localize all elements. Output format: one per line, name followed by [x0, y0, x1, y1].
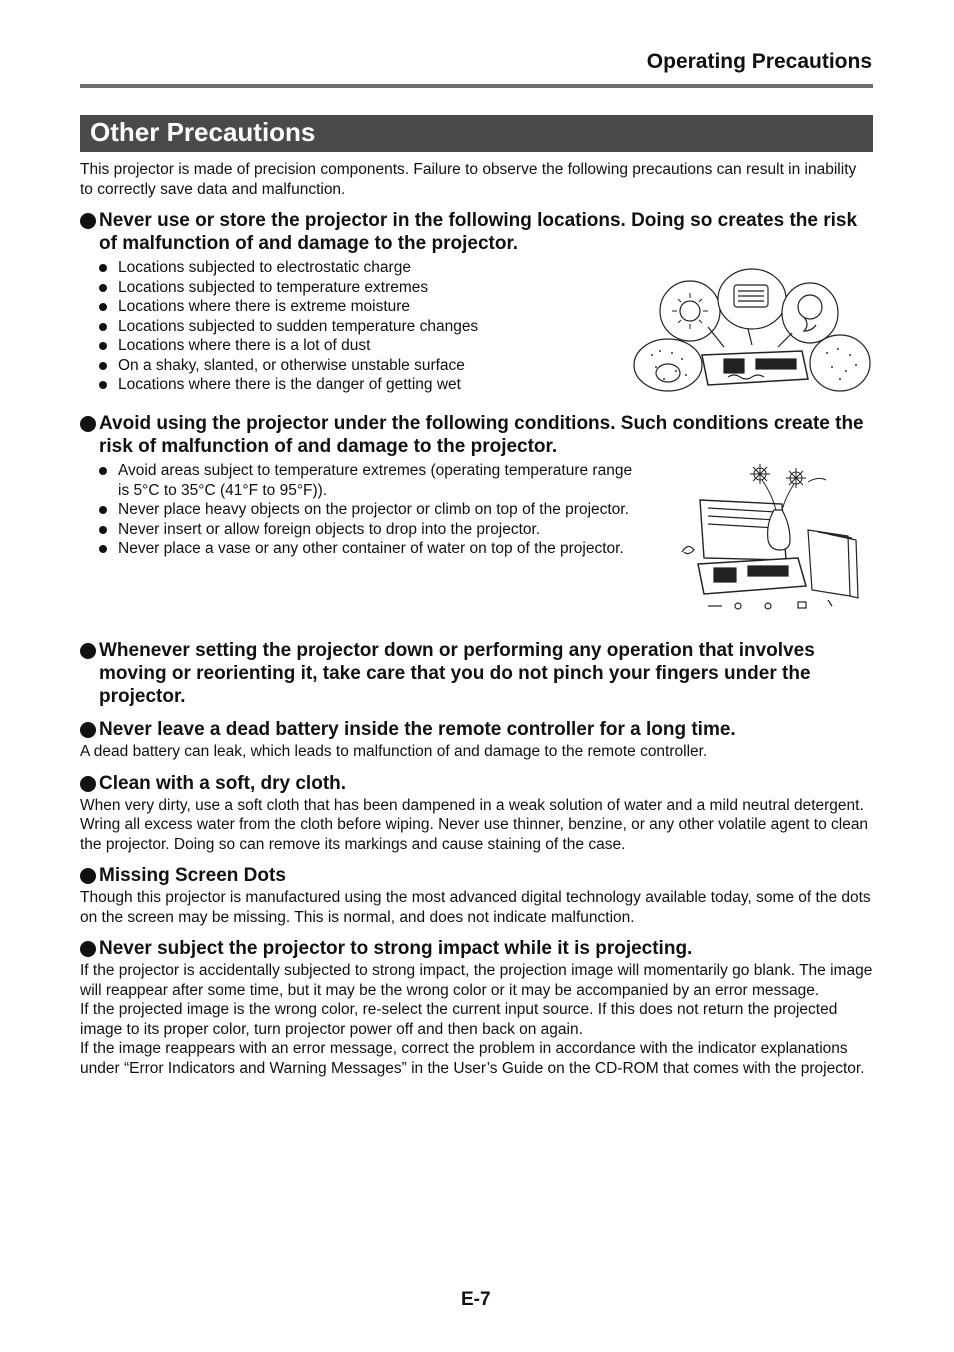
- list-item: [80, 539, 640, 559]
- list-item-text: Locations subjected to temperature extremes: [118, 278, 429, 296]
- bullet-dot-icon: [80, 776, 96, 792]
- list-item: [80, 317, 632, 337]
- bullet-dot-icon: [99, 264, 107, 272]
- list-item-text: Never place a vase or any other container of water on top of the projector.: [118, 540, 624, 557]
- precaution-heading: [80, 209, 873, 255]
- list-item: [80, 500, 640, 520]
- precaution-heading: [80, 718, 873, 741]
- precaution-body: If the projected image is the wrong color, re-select the current input source. If this does not return the projected image to its proper color, turn projector power off and then back on again.: [80, 1001, 838, 1038]
- precaution-heading-text: Never subject the projector to strong impact while it is projecting.: [99, 938, 693, 959]
- list-item: [80, 278, 632, 298]
- list-item: [80, 258, 632, 278]
- page-number: E-7: [461, 1289, 491, 1310]
- bullet-dot-icon: [80, 416, 96, 432]
- bullet-dot-icon: [99, 545, 107, 553]
- list-item-text: Locations where there is extreme moisture: [118, 298, 411, 315]
- precaution-pinch-fingers: [80, 639, 873, 708]
- list-item-text: Locations subjected to electrostatic charge: [118, 259, 411, 276]
- bullet-dot-icon: [99, 342, 107, 350]
- precaution-heading-text: Whenever setting the projector down or performing any operation that involves moving or reorienting it, take care that you do not pinch your fingers under the projector.: [99, 640, 815, 707]
- locations-list: [80, 258, 632, 395]
- list-item: [80, 356, 632, 376]
- bullet-dot-icon: [80, 722, 96, 738]
- precaution-heading: [80, 864, 873, 887]
- list-item-text: Locations where there is the danger of getting wet: [118, 376, 461, 393]
- precaution-body: If the projector is accidentally subjected to strong impact, the projection image will momentarily go blank. The image will reappear after some time, but it may be the wrong color or it may be accompanied by an error message.: [80, 962, 873, 999]
- header-title: Operating Precautions: [646, 50, 872, 73]
- list-item-text: Locations subjected to sudden temperature changes: [118, 317, 479, 335]
- list-item-text: Never place heavy objects on the projector or climb on top of the projector.: [118, 501, 629, 518]
- bullet-dot-icon: [80, 941, 96, 957]
- bullet-dot-icon: [99, 362, 107, 370]
- header-rule: [80, 84, 873, 88]
- conditions-list: [80, 461, 640, 559]
- bullet-dot-icon: [99, 381, 107, 389]
- conditions-illustration: [678, 460, 868, 621]
- bullet-dot-icon: [99, 526, 107, 534]
- precaution-body: If the image reappears with an error message, correct the problem in accordance with the indicator explanations under “Error Indicators and Warning Messages” in the User’s Guide on the CD-ROM that comes with the projector.: [80, 1040, 865, 1077]
- precaution-heading: [80, 937, 873, 960]
- bullet-dot-icon: [80, 213, 96, 229]
- precaution-heading-text: Clean with a soft, dry cloth.: [99, 772, 347, 794]
- precaution-cleaning: [80, 772, 873, 855]
- precaution-heading-text: Avoid using the projector under the following conditions. Such conditions create the risk of malfunction of and damage to the projector.: [99, 413, 864, 457]
- precaution-dead-battery: [80, 718, 873, 762]
- list-item-text: Never insert or allow foreign objects to drop into the projector.: [118, 520, 541, 538]
- section-title-bar: [80, 115, 873, 152]
- list-item-text: On a shaky, slanted, or otherwise unstable surface: [118, 356, 465, 374]
- page-content: [80, 160, 873, 1078]
- bullet-dot-icon: [99, 506, 107, 514]
- list-item-text: Locations where there is a lot of dust: [118, 337, 371, 354]
- section-title: Other Precautions: [90, 117, 316, 147]
- bullet-dot-icon: [99, 467, 107, 475]
- precaution-missing-dots: [80, 864, 873, 927]
- list-item-text: Avoid areas subject to temperature extremes (operating temperature range is 5°C to 35°C (41°F to 95°F)).: [118, 462, 633, 499]
- precaution-strong-impact: [80, 937, 873, 1078]
- precaution-body: A dead battery can leak, which leads to malfunction of and damage to the remote controller.: [80, 743, 708, 760]
- precaution-heading-text: Never use or store the projector in the following locations. Doing so creates the risk of malfunction of and damage to the projector.: [99, 210, 858, 254]
- bullet-dot-icon: [99, 284, 107, 292]
- precaution-heading: [80, 772, 873, 795]
- bullet-dot-icon: [99, 323, 107, 331]
- precaution-heading: [80, 412, 873, 458]
- precaution-conditions: [80, 412, 873, 621]
- bullet-dot-icon: [99, 303, 107, 311]
- list-item: [80, 461, 640, 500]
- precaution-body: Though this projector is manufactured using the most advanced digital technology available today, some of the dots on the screen may be missing. This is normal, and does not indicate malfunction.: [80, 889, 871, 926]
- precaution-locations: [80, 209, 873, 398]
- list-item: [80, 520, 640, 540]
- list-item: [80, 297, 632, 317]
- bullet-dot-icon: [80, 643, 96, 659]
- precaution-heading-text: Never leave a dead battery inside the remote controller for a long time.: [99, 719, 736, 740]
- intro-paragraph: This projector is made of precision components. Failure to observe the following precautions can result in inability to correctly save data and malfunction.: [80, 161, 857, 198]
- list-item: [80, 375, 632, 395]
- locations-illustration: [632, 267, 872, 398]
- precaution-body: When very dirty, use a soft cloth that has been dampened in a weak solution of water and a mild neutral detergent. Wring all excess water from the cloth before wiping. Never use thinner, benzine, or any other volatile agent to clean the projector. Doing so can remove its markings and cause staining of the case.: [80, 796, 869, 853]
- list-item: [80, 336, 632, 356]
- precaution-heading: [80, 639, 873, 708]
- precaution-heading-text: Missing Screen Dots: [99, 865, 286, 886]
- bullet-dot-icon: [80, 868, 96, 884]
